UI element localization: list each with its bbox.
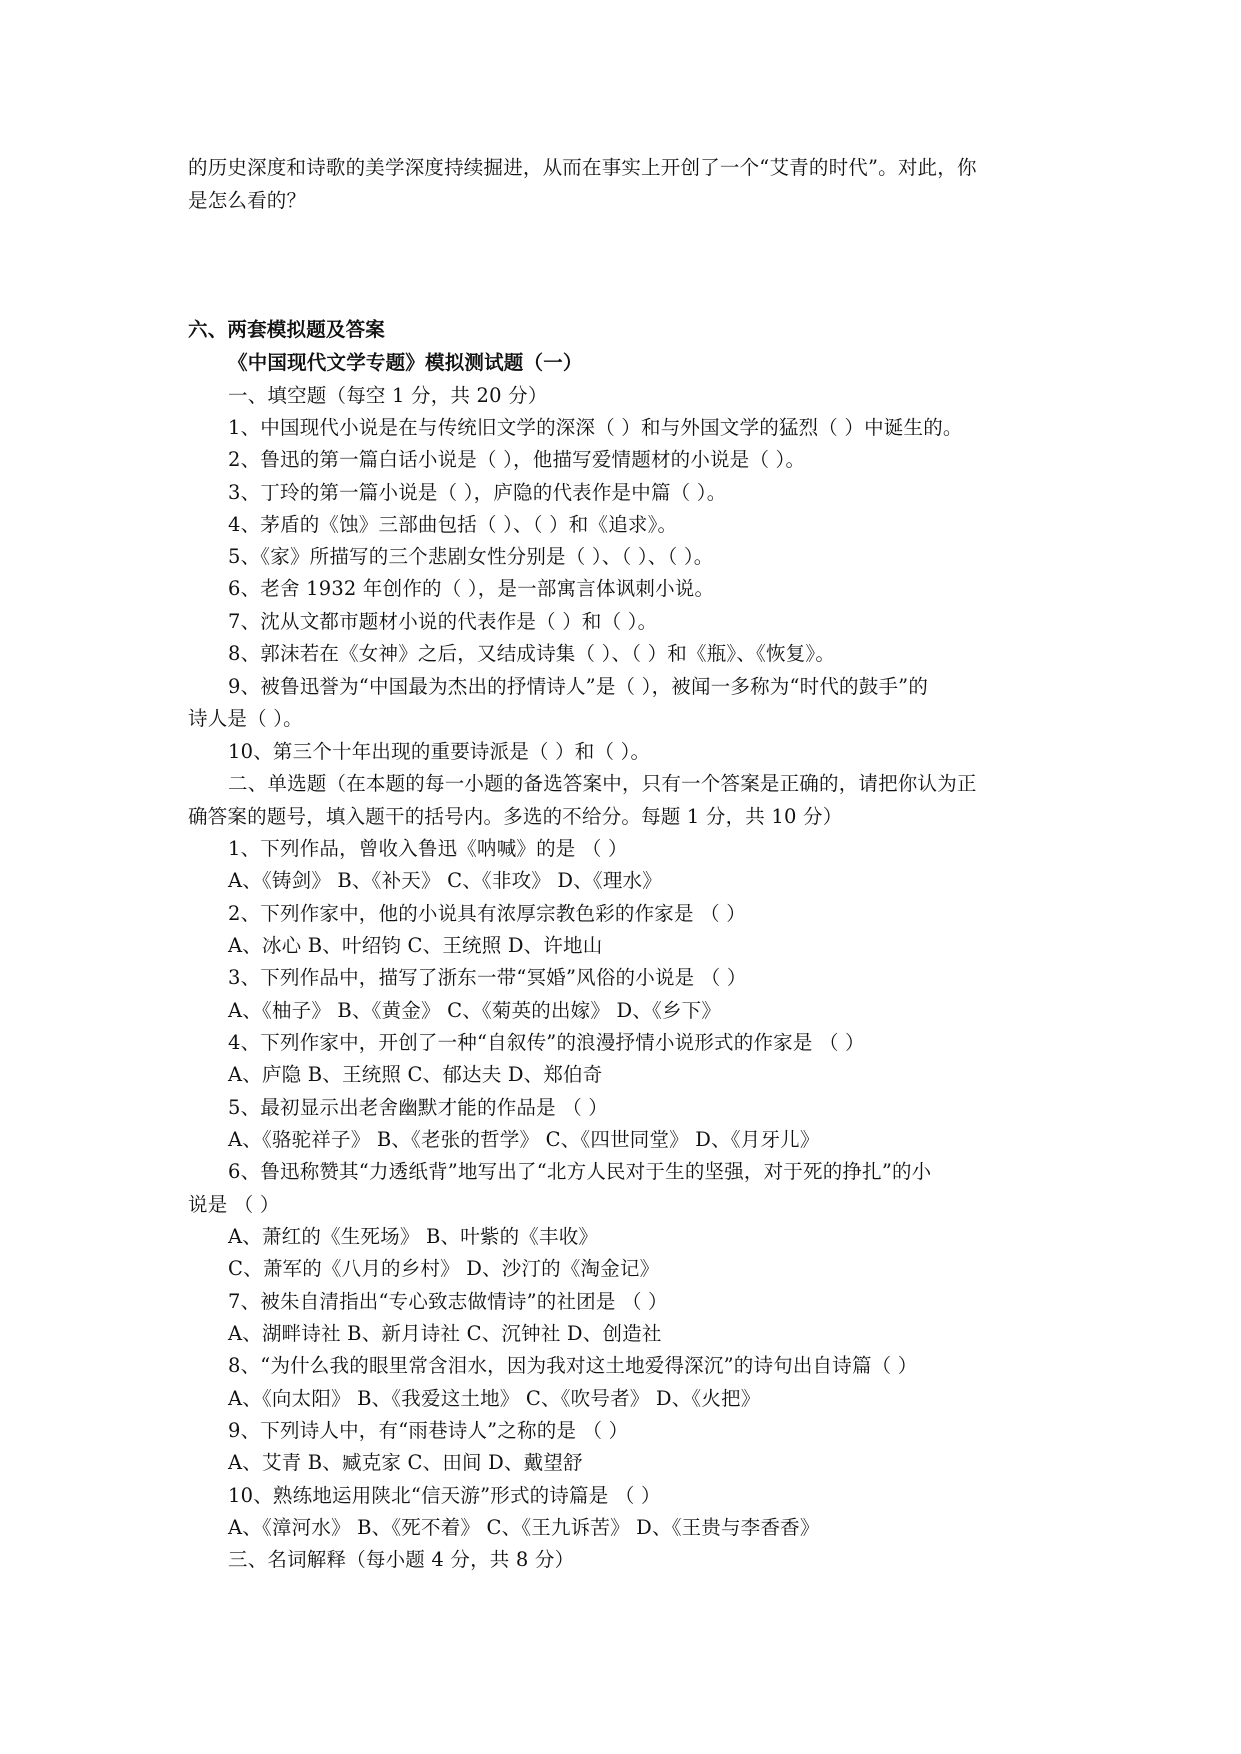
part2-heading-line-1: 二、单选题（在本题的每一小题的备选答案中，只有一个答案是正确的，请把你认为正 bbox=[228, 772, 977, 795]
part1-question-2: 2、鲁迅的第一篇白话小说是（ ），他描写爱情题材的小说是（ ）。 bbox=[228, 448, 806, 471]
part2-question-8: 8、“为什么我的眼里常含泪水，因为我对这土地爱得深沉”的诗句出自诗篇（ ） bbox=[228, 1354, 918, 1377]
part1-question-10: 10、第三个十年出现的重要诗派是（ ）和（ ）。 bbox=[228, 740, 651, 763]
intro-line-1: 的历史深度和诗歌的美学深度持续掘进，从而在事实上开创了一个“艾青的时代”。对此，你 bbox=[188, 156, 977, 179]
part2-question-6-line-2: 说是 （ ） bbox=[188, 1193, 280, 1216]
part2-question-10: 10、熟练地运用陕北“信天游”形式的诗篇是 （ ） bbox=[228, 1484, 661, 1507]
part2-question-2-options: A、冰心 B、叶绍钧 C、王统照 D、许地山 bbox=[228, 934, 603, 957]
part1-question-4: 4、茅盾的《蚀》三部曲包括（ ）、（ ）和《追求》。 bbox=[228, 513, 678, 536]
part2-question-6-line-1: 6、鲁迅称赞其“力透纸背”地写出了“北方人民对于生的坚强，对于死的挣扎”的小 bbox=[228, 1160, 932, 1183]
part2-question-8-options: A、《向太阳》 B、《我爱这土地》 C、《吹号者》 D、《火把》 bbox=[228, 1387, 761, 1410]
section-heading: 六、两套模拟题及答案 bbox=[188, 318, 386, 341]
part1-question-5: 5、《家》所描写的三个悲剧女性分别是（ ）、（ ）、（ ）。 bbox=[228, 545, 714, 568]
part1-question-6: 6、老舍 1932 年创作的（ ），是一部寓言体讽刺小说。 bbox=[228, 577, 715, 600]
part2-question-3-options: A、《柚子》 B、《黄金》 C、《菊英的出嫁》 D、《乡下》 bbox=[228, 999, 722, 1022]
intro-line-2: 是怎么看的？ bbox=[188, 189, 307, 212]
part2-question-5: 5、最初显示出老舍幽默才能的作品是 （ ） bbox=[228, 1096, 609, 1119]
part2-question-4-options: A、庐隐 B、王统照 C、郁达夫 D、郑伯奇 bbox=[228, 1063, 603, 1086]
part1-question-3: 3、丁玲的第一篇小说是（ ），庐隐的代表作是中篇（ ）。 bbox=[228, 481, 727, 504]
part1-question-7: 7、沈从文都市题材小说的代表作是（ ）和（ ）。 bbox=[228, 610, 658, 633]
part2-question-6-options-1: A、萧红的《生死场》 B、叶紫的《丰收》 bbox=[228, 1225, 599, 1248]
part1-question-1: 1、中国现代小说是在与传统旧文学的深深（ ）和与外国文学的猛烈（ ）中诞生的。 bbox=[228, 416, 963, 439]
exam-title: 《中国现代文学专题》模拟测试题（一） bbox=[228, 351, 583, 374]
part2-question-4: 4、下列作家中，开创了一种“自叙传”的浪漫抒情小说形式的作家是 （ ） bbox=[228, 1031, 865, 1054]
part2-question-10-options: A、《漳河水》 B、《死不着》 C、《王九诉苦》 D、《王贵与李香香》 bbox=[228, 1516, 820, 1539]
part1-question-8: 8、郭沫若在《女神》之后，又结成诗集（ ）、（ ）和《瓶》、《恢复》。 bbox=[228, 642, 836, 665]
part1-heading: 一、填空题（每空 1 分，共 20 分） bbox=[228, 384, 548, 407]
part2-question-5-options: A、《骆驼祥子》 B、《老张的哲学》 C、《四世同堂》 D、《月牙儿》 bbox=[228, 1128, 820, 1151]
part2-question-7-options: A、湖畔诗社 B、新月诗社 C、沉钟社 D、创造社 bbox=[228, 1322, 662, 1345]
part2-question-2: 2、下列作家中，他的小说具有浓厚宗教色彩的作家是 （ ） bbox=[228, 902, 746, 925]
part1-question-9-line-1: 9、被鲁迅誉为“中国最为杰出的抒情诗人”是（ ），被闻一多称为“时代的鼓手”的 bbox=[228, 675, 929, 698]
part2-question-1-options: A、《铸剑》 B、《补天》 C、《非攻》 D、《理水》 bbox=[228, 869, 662, 892]
part2-question-9-options: A、艾青 B、臧克家 C、田间 D、戴望舒 bbox=[228, 1451, 583, 1474]
part2-question-6-options-2: C、萧军的《八月的乡村》 D、沙汀的《淘金记》 bbox=[228, 1257, 660, 1280]
part3-heading: 三、名词解释（每小题 4 分，共 8 分） bbox=[228, 1548, 575, 1571]
part2-question-3: 3、下列作品中，描写了浙东一带“冥婚”风俗的小说是 （ ） bbox=[228, 966, 747, 989]
part1-question-9-line-2: 诗人是（ ）。 bbox=[188, 707, 303, 730]
part2-heading-line-2: 确答案的题号，填入题干的括号内。多选的不给分。每题 1 分，共 10 分） bbox=[188, 805, 843, 828]
part2-question-9: 9、下列诗人中，有“雨巷诗人”之称的是 （ ） bbox=[228, 1419, 629, 1442]
part2-question-7: 7、被朱自清指出“专心致志做情诗”的社团是 （ ） bbox=[228, 1290, 668, 1313]
part2-question-1: 1、下列作品，曾收入鲁迅《呐喊》的是 （ ） bbox=[228, 837, 628, 860]
